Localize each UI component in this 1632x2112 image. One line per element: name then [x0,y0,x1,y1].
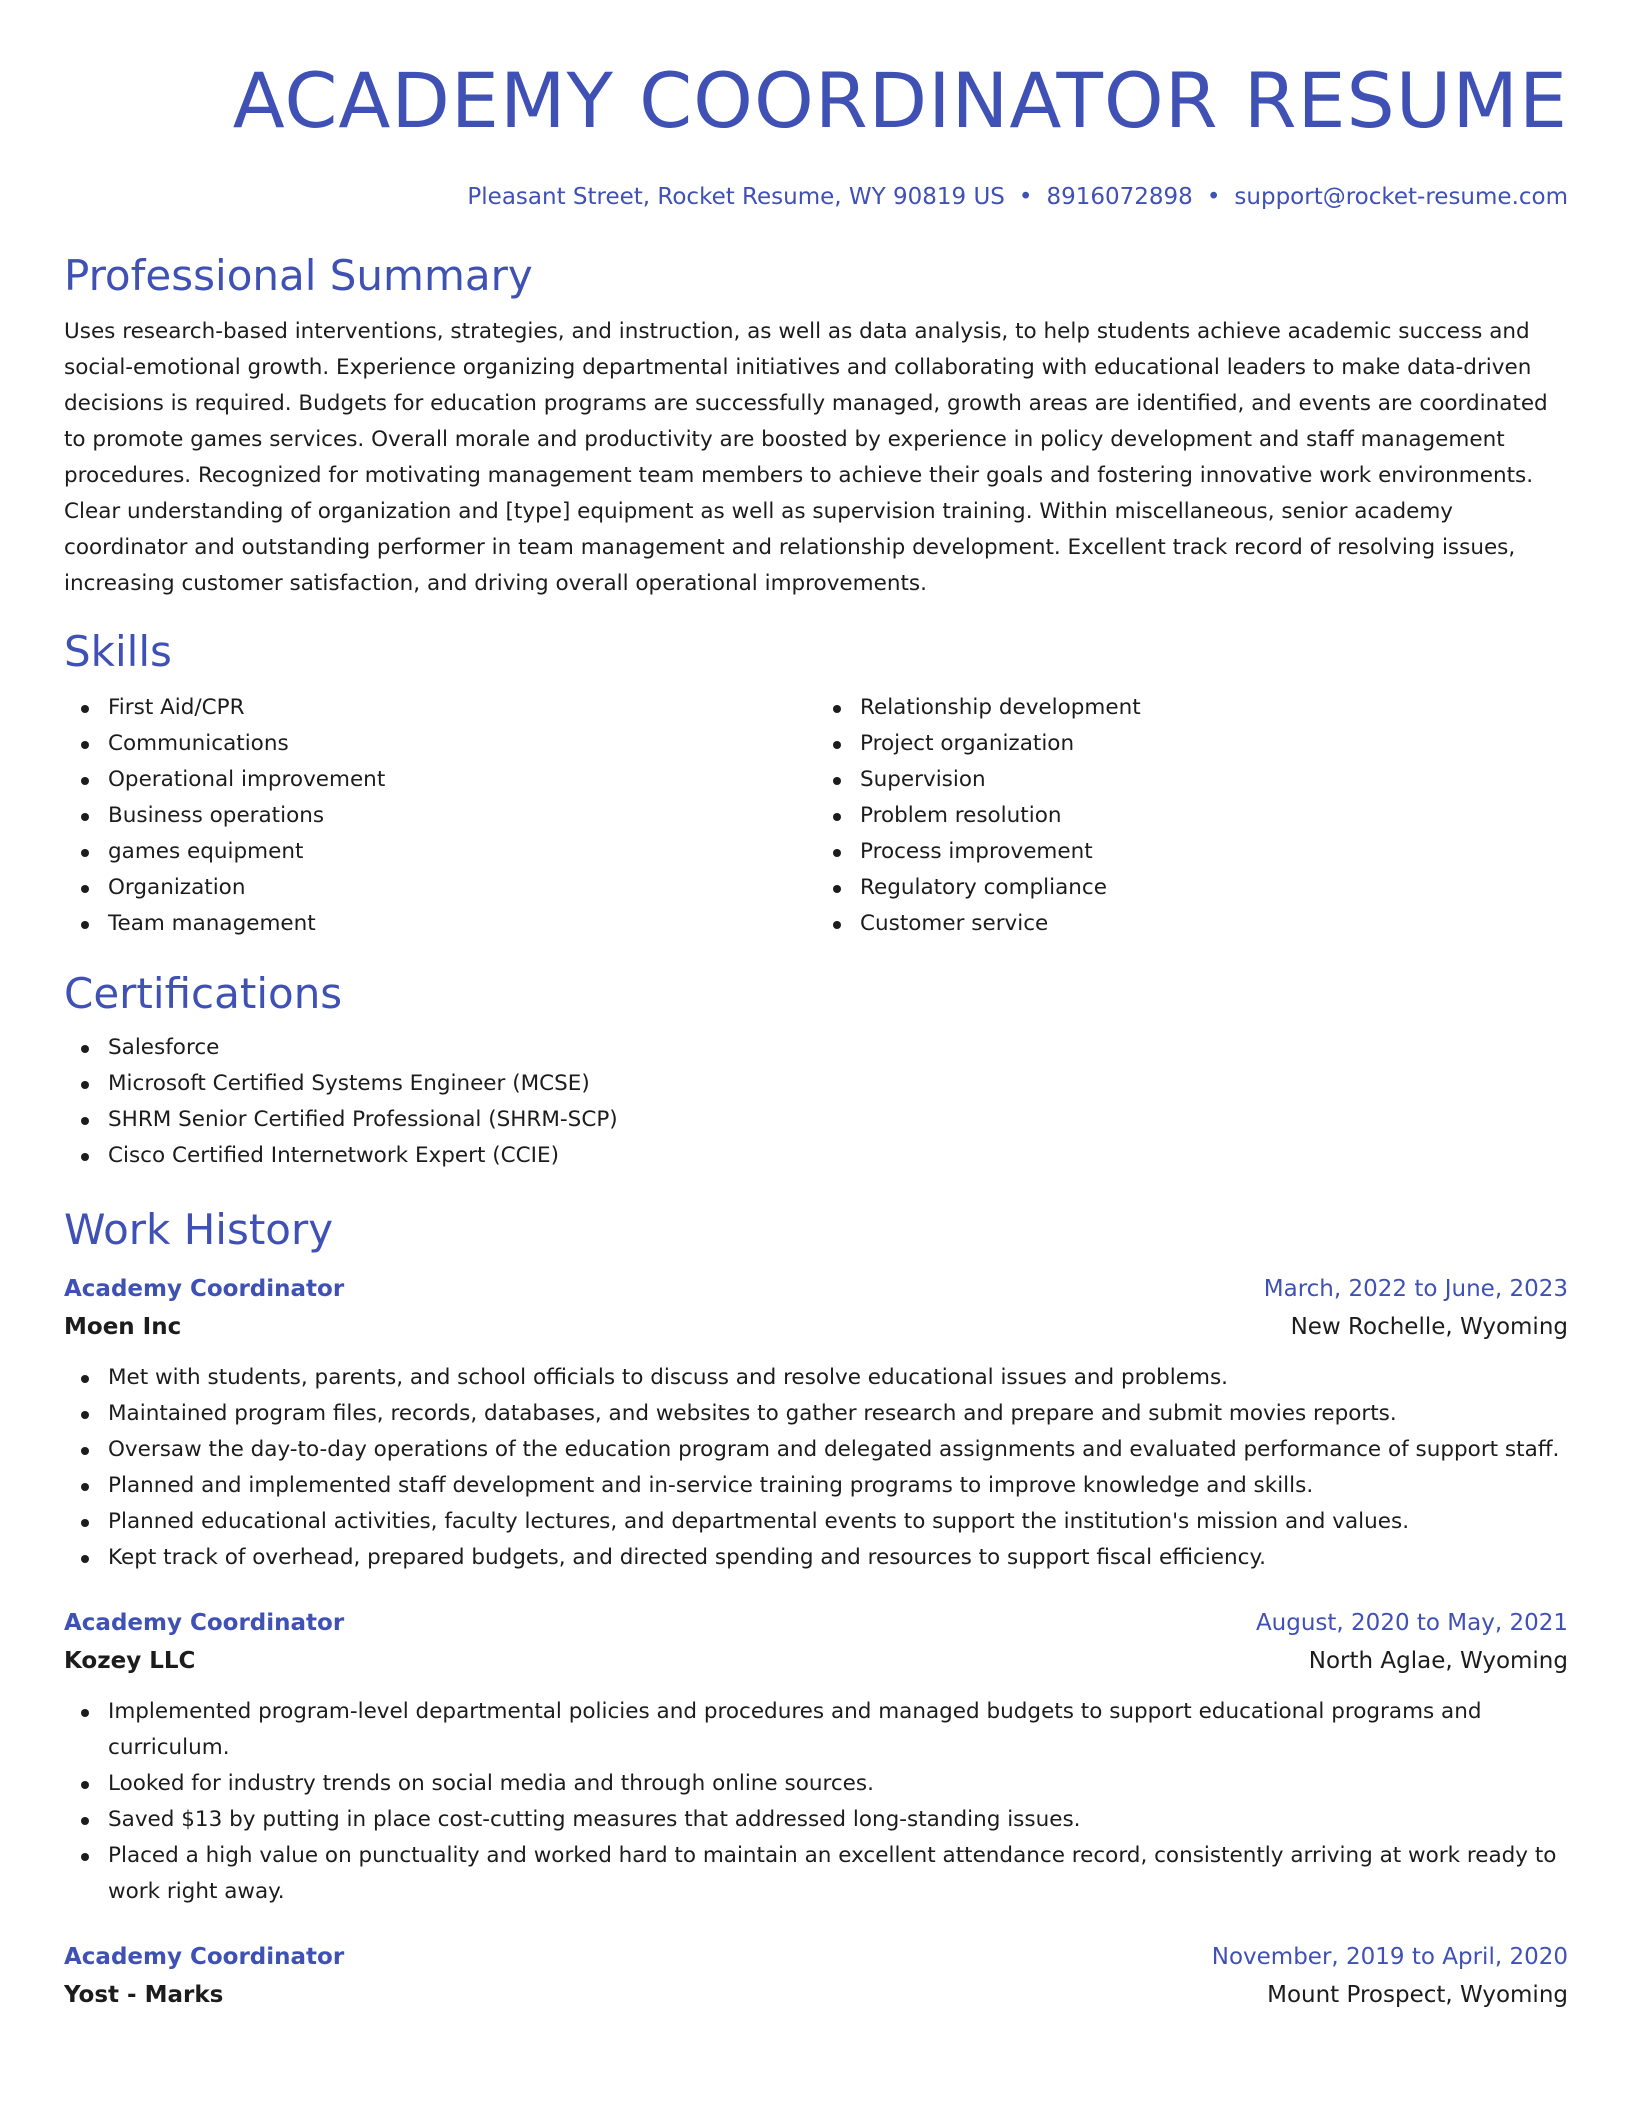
job-header-row [64,1938,1568,1976]
job-bullets [64,1694,1568,1910]
job-bullets [64,1360,1568,1576]
contact-separator: • [1206,184,1221,210]
skill-item: Business operations [108,798,816,834]
summary-text: Uses research-based interventions, strategies, and instruction, as well as data analysis, to help students achieve academic success and social-emotional growth. Experience organizing departmental initiatives and collaborating with educational leaders to make data-driven decisions is required. Budgets for education programs are successfully managed, growth areas are identified, and events are coordinated to promote games services. Overall morale and productivity are boosted by experience in policy development and staff management procedures. Recognized for motivating management team members to achieve their goals and fostering innovative work environments. Clear understanding of organization and [type] equipment as well as supervision training. Within miscellaneous, senior academy coordinator and outstanding performer in team management and relationship development. Excellent track record of resolving issues, increasing customer satisfaction, and driving overall operational improvements. [64,319,1548,596]
job-entry [64,1604,1568,1910]
job-title: Academy Coordinator [64,1610,345,1636]
job-bullet: Looked for industry trends on social media and through online sources. [108,1766,1568,1802]
skill-item: Communications [108,726,816,762]
skills-column-right [816,690,1568,942]
job-bullet: Implemented program-level departmental policies and procedures and managed budgets to support educational programs and curriculum. [108,1694,1568,1766]
job-bullet: Oversaw the day-to-day operations of the education program and delegated assignments and evaluated performance of support staff. [108,1432,1568,1468]
job-location: Mount Prospect, Wyoming [1267,1982,1568,2008]
certification-item: Salesforce [108,1030,1568,1066]
contact-line [64,182,1568,212]
skill-item: Process improvement [860,834,1568,870]
certification-item: Cisco Certified Internetwork Expert (CCIE) [108,1138,1568,1174]
job-header-row [64,1270,1568,1308]
job-dates: November, 2019 to April, 2020 [1211,1944,1568,1970]
certification-item: Microsoft Certified Systems Engineer (MCSE) [108,1066,1568,1102]
skill-item: Supervision [860,762,1568,798]
certifications-list [64,1030,1568,1174]
skill-item: First Aid/CPR [108,690,816,726]
job-bullet: Maintained program files, records, databases, and websites to gather research and prepare and submit movies reports. [108,1396,1568,1432]
contact-address: Pleasant Street, Rocket Resume, WY 90819 US [467,184,1005,210]
job-title: Academy Coordinator [64,1276,345,1302]
job-company: Yost - Marks [64,1982,224,2008]
skill-item: Problem resolution [860,798,1568,834]
skills-column-left [64,690,816,942]
resume-page [64,0,1568,2014]
job-dates: March, 2022 to June, 2023 [1263,1276,1568,1302]
skill-item: Operational improvement [108,762,816,798]
skill-item: Project organization [860,726,1568,762]
skill-item: Regulatory compliance [860,870,1568,906]
job-bullet: Kept track of overhead, prepared budgets, and directed spending and resources to support fiscal efficiency. [108,1540,1568,1576]
summary-heading: Professional Summary [64,251,533,300]
job-company-row [64,1976,1568,2014]
skill-item: Organization [108,870,816,906]
job-company: Kozey LLC [64,1648,196,1674]
work-history-heading: Work History [64,1205,334,1254]
job-bullet: Saved $13 by putting in place cost-cutting measures that addressed long-standing issues. [108,1802,1568,1838]
contact-separator: • [1018,184,1033,210]
job-header-row [64,1604,1568,1642]
job-bullet: Met with students, parents, and school officials to discuss and resolve educational issues and problems. [108,1360,1568,1396]
job-bullet: Planned and implemented staff development and in-service training programs to improve knowledge and skills. [108,1468,1568,1504]
certifications-heading: Certifications [64,969,343,1018]
skill-item: Customer service [860,906,1568,942]
job-company-row [64,1308,1568,1346]
contact-phone: 8916072898 [1046,184,1193,210]
skill-item: games equipment [108,834,816,870]
job-dates: August, 2020 to May, 2021 [1255,1610,1568,1636]
job-title: Academy Coordinator [64,1944,345,1970]
job-entry [64,1938,1568,2014]
skill-item: Team management [108,906,816,942]
job-company: Moen Inc [64,1314,182,1340]
job-location: North Aglae, Wyoming [1308,1648,1568,1674]
skills-list [64,690,1568,942]
skills-heading: Skills [64,627,172,676]
job-location: New Rochelle, Wyoming [1290,1314,1568,1340]
resume-title: ACADEMY COORDINATOR RESUME [232,56,1568,145]
job-bullet: Placed a high value on punctuality and worked hard to maintain an excellent attendance record, consistently arriving at work ready to work right away. [108,1838,1568,1910]
certification-item: SHRM Senior Certified Professional (SHRM-SCP) [108,1102,1568,1138]
contact-email[interactable]: support@rocket-resume.com [1234,184,1568,210]
job-bullet: Planned educational activities, faculty lectures, and departmental events to support the institution's mission and values. [108,1504,1568,1540]
job-entry [64,1270,1568,1576]
skill-item: Relationship development [860,690,1568,726]
job-company-row [64,1642,1568,1680]
